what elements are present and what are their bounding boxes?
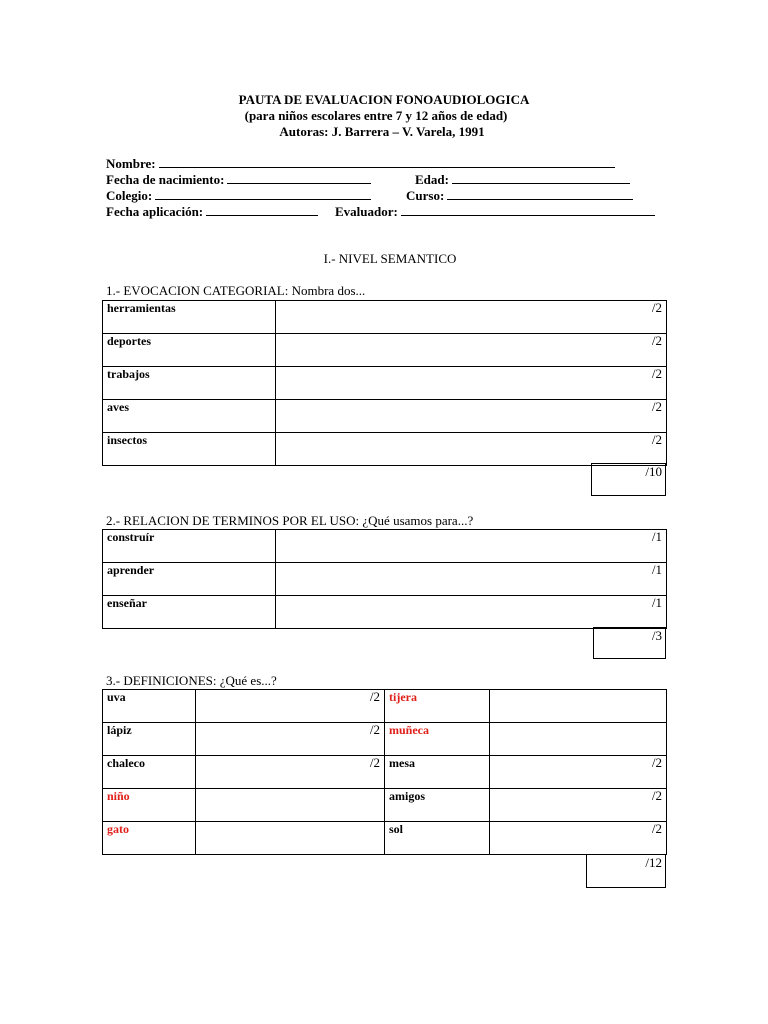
word-label: lápiz — [103, 723, 196, 756]
word-label: chaleco — [103, 756, 196, 789]
term-label: enseñar — [103, 596, 276, 629]
answer-cell[interactable] — [196, 822, 385, 855]
word-label: amigos — [385, 789, 490, 822]
label-evaluador: Evaluador: — [335, 204, 398, 219]
table-row — [103, 301, 667, 334]
word-label: tijera — [385, 690, 490, 723]
word-label: sol — [385, 822, 490, 855]
field-fecha-nacimiento — [106, 171, 371, 188]
input-fecha-aplicacion[interactable] — [206, 203, 318, 216]
answer-cell[interactable] — [196, 789, 385, 822]
word-label: niño — [103, 789, 196, 822]
answer-cell[interactable]: /2 — [276, 301, 667, 334]
section1-title: 1.- EVOCACION CATEGORIAL: Nombra dos... — [106, 283, 366, 298]
table-row — [103, 530, 667, 563]
table-row — [103, 723, 667, 756]
label-fecha-aplicacion: Fecha aplicación: — [106, 204, 204, 219]
field-colegio — [106, 187, 371, 204]
answer-cell[interactable]: /2 — [490, 822, 667, 855]
table-row — [103, 690, 667, 723]
answer-cell[interactable]: /2 — [276, 433, 667, 466]
answer-cell[interactable]: /2 — [490, 756, 667, 789]
table-row — [103, 433, 667, 466]
field-edad — [415, 171, 630, 188]
table-row — [103, 400, 667, 433]
table-row — [103, 367, 667, 400]
answer-cell[interactable]: /2 — [276, 367, 667, 400]
input-fecha-nacimiento[interactable] — [227, 171, 371, 184]
label-fecha-nacimiento: Fecha de nacimiento: — [106, 172, 225, 187]
input-nombre[interactable] — [159, 155, 615, 168]
category-label: aves — [103, 400, 276, 433]
label-colegio: Colegio: — [106, 188, 153, 203]
answer-cell[interactable]: /1 — [276, 596, 667, 629]
field-evaluador — [335, 203, 655, 220]
word-label: gato — [103, 822, 196, 855]
table-row — [103, 756, 667, 789]
section1-total-box[interactable]: /10 — [591, 463, 666, 496]
answer-cell[interactable] — [490, 723, 667, 756]
table-row — [103, 822, 667, 855]
field-nombre — [106, 155, 615, 172]
answer-cell[interactable]: /1 — [276, 563, 667, 596]
input-curso[interactable] — [447, 187, 633, 200]
section2-total-box[interactable]: /3 — [593, 627, 666, 659]
table-row — [103, 334, 667, 367]
term-label: aprender — [103, 563, 276, 596]
label-nombre: Nombre: — [106, 156, 156, 171]
answer-cell[interactable] — [490, 690, 667, 723]
field-fecha-aplicacion — [106, 203, 318, 220]
word-label: muñeca — [385, 723, 490, 756]
table-row — [103, 596, 667, 629]
table-row — [103, 789, 667, 822]
input-edad[interactable] — [452, 171, 630, 184]
table-row — [103, 563, 667, 596]
category-label: herramientas — [103, 301, 276, 334]
label-curso: Curso: — [406, 188, 445, 203]
document-subtitle: (para niños escolares entre 7 y 12 años de edad) — [244, 108, 508, 123]
section1-table — [102, 300, 667, 466]
answer-cell[interactable]: /1 — [276, 530, 667, 563]
category-label: insectos — [103, 433, 276, 466]
field-curso — [406, 187, 633, 204]
section3-total-box[interactable]: /12 — [586, 854, 666, 888]
answer-cell[interactable]: /2 — [196, 723, 385, 756]
section2-table — [102, 529, 667, 629]
input-evaluador[interactable] — [401, 203, 655, 216]
label-edad: Edad: — [415, 172, 449, 187]
word-label: uva — [103, 690, 196, 723]
level-title: I.- NIVEL SEMANTICO — [323, 251, 457, 266]
answer-cell[interactable]: /2 — [196, 756, 385, 789]
answer-cell[interactable]: /2 — [276, 400, 667, 433]
section3-title: 3.- DEFINICIONES: ¿Qué es...? — [106, 673, 277, 688]
document-authors: Autoras: J. Barrera – V. Varela, 1991 — [279, 124, 485, 139]
section2-title: 2.- RELACION DE TERMINOS POR EL USO: ¿Qué usamos para...? — [106, 513, 474, 528]
document-title: PAUTA DE EVALUACION FONOAUDIOLOGICA — [238, 92, 530, 107]
input-colegio[interactable] — [155, 187, 371, 200]
answer-cell[interactable]: /2 — [196, 690, 385, 723]
word-label: mesa — [385, 756, 490, 789]
category-label: deportes — [103, 334, 276, 367]
answer-cell[interactable]: /2 — [490, 789, 667, 822]
term-label: construír — [103, 530, 276, 563]
section3-table — [102, 689, 667, 855]
answer-cell[interactable]: /2 — [276, 334, 667, 367]
category-label: trabajos — [103, 367, 276, 400]
